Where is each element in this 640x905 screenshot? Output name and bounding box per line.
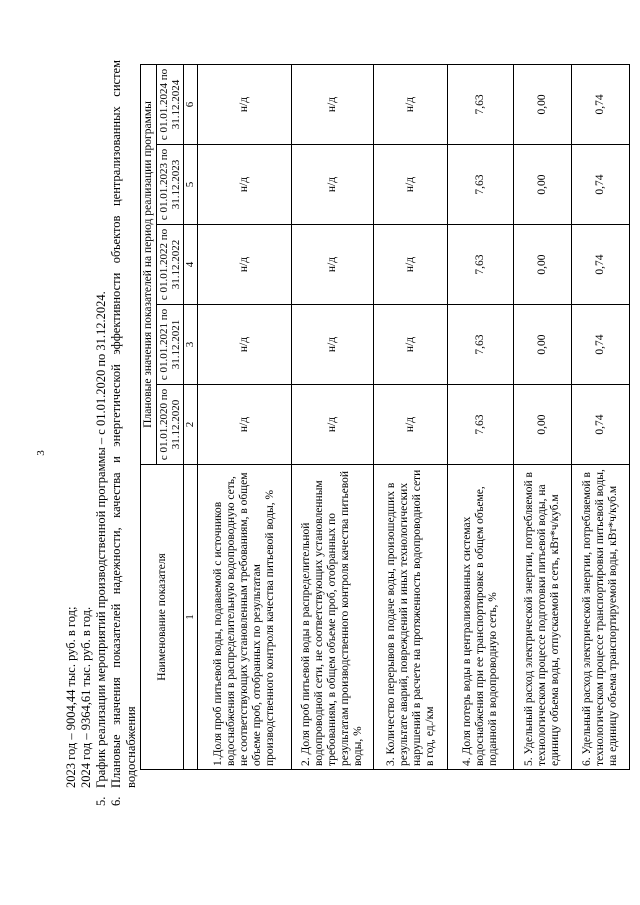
- column-number-row: [184, 64, 198, 769]
- indicator-value: н/д: [198, 145, 292, 225]
- indicator-value: н/д: [374, 64, 448, 144]
- item-5-number: 5.: [94, 796, 108, 806]
- table-row: [572, 64, 630, 769]
- indicator-name: 4. Доля потерь воды в централизованных системах водоснабжения при ее транспортировке в общем объеме, поданной в водопроводную сеть, %: [448, 465, 514, 770]
- line-2024: 2024 год – 9364,61 тыс. руб. в год.: [79, 606, 93, 788]
- indicator-value: 0,74: [572, 225, 630, 305]
- table-row: [448, 64, 514, 769]
- item-6-number: 6.: [109, 796, 123, 806]
- indicator-value: 7,63: [448, 305, 514, 385]
- indicator-value: н/д: [374, 145, 448, 225]
- col-number: 3: [184, 305, 198, 385]
- indicator-value: 0,74: [572, 305, 630, 385]
- indicator-value: н/д: [374, 385, 448, 465]
- col-number: 1: [184, 465, 198, 770]
- indicator-value: 7,63: [448, 64, 514, 144]
- col-number: 6: [184, 64, 198, 144]
- indicator-value: н/д: [374, 305, 448, 385]
- indicator-value: 0,74: [572, 64, 630, 144]
- indicator-value: 7,63: [448, 145, 514, 225]
- indicator-value: н/д: [198, 64, 292, 144]
- indicators-table: [140, 64, 630, 770]
- item-6-text: Плановые значения показателей надежности, качества и энергетической эффективности объектов централизованных систем водоснабжения: [109, 60, 138, 788]
- indicator-value: н/д: [198, 225, 292, 305]
- indicator-name: 5. Удельный расход электрической энергии, потребляемой в технологическом процессе подготовки питьевой воды, на единицу объема воды, отпускаемой в сеть, кВт*ч/куб.м: [514, 465, 572, 770]
- period-header-2023: с 01.01.2023 по 31.12.2023: [157, 145, 184, 225]
- planned-values-header: Плановые значения показателей на период реализации программы: [141, 64, 157, 464]
- period-header-2024: с 01.01.2024 по 31.12.2024: [157, 64, 184, 144]
- indicator-value: н/д: [374, 225, 448, 305]
- item-5: [94, 60, 109, 840]
- indicator-value: 7,63: [448, 385, 514, 465]
- line-2023: 2023 год – 9004,44 тыс. руб. в год;: [64, 606, 78, 788]
- table-row: [374, 64, 448, 769]
- indicator-value: н/д: [292, 305, 374, 385]
- table-row: [292, 64, 374, 769]
- indicator-value: 0,00: [514, 225, 572, 305]
- indicator-name: 3. Количество перерывов в подаче воды, произошедших в результате аварий, повреждений и иных технологических нарушений в расчете на протяженность водопроводной сети в год, ед./км: [374, 465, 448, 770]
- indicator-value: 0,00: [514, 64, 572, 144]
- header-text: [64, 60, 139, 840]
- indicator-name: 1.Доля проб питьевой воды, подаваемой с источников водоснабжения в распределительную водопроводную сеть, не соответствующих установленным требованиям, в общем объеме проб, отобранных по результатам производственного контроля качества питьевой воды, %: [198, 465, 292, 770]
- rotated-page-content: [64, 60, 619, 840]
- name-column-header: Наименование показателя: [141, 465, 184, 770]
- indicator-name: 2. Доля проб питьевой воды в распределительной водопроводной сети, не соответствующих установленным требованиям, в общем объеме проб, отобранных по результатам производственного контроля качества питьевой воды, %: [292, 465, 374, 770]
- item-6: [109, 60, 139, 840]
- indicator-name: 6. Удельный расход электрической энергии, потребляемой в технологическом процессе транспортировки питьевой воды, на единицу объема транспортируемой воды, кВт*ч/куб.м: [572, 465, 630, 770]
- indicator-value: 7,63: [448, 225, 514, 305]
- indicator-value: 0,74: [572, 145, 630, 225]
- table-row: [514, 64, 572, 769]
- indicator-value: 0,74: [572, 385, 630, 465]
- col-number: 2: [184, 385, 198, 465]
- indicator-value: н/д: [198, 385, 292, 465]
- indicator-value: н/д: [292, 64, 374, 144]
- period-header-2021: с 01.01.2021 по 31.12.2021: [157, 305, 184, 385]
- indicator-value: 0,00: [514, 385, 572, 465]
- indicator-value: н/д: [292, 145, 374, 225]
- period-header-2022: с 01.01.2022 по 31.12.2022: [157, 225, 184, 305]
- indicator-value: 0,00: [514, 305, 572, 385]
- col-number: 4: [184, 225, 198, 305]
- period-header-2020: с 01.01.2020 по 31.12.2020: [157, 385, 184, 465]
- table-row: [198, 64, 292, 769]
- indicator-value: н/д: [292, 225, 374, 305]
- indicator-value: н/д: [198, 305, 292, 385]
- indicator-value: н/д: [292, 385, 374, 465]
- col-number: 5: [184, 145, 198, 225]
- indicator-value: 0,00: [514, 145, 572, 225]
- item-5-text: График реализации мероприятий производственной программы – с 01.01.2020 по 31.12.2024.: [94, 291, 108, 788]
- page-number: 3: [35, 450, 47, 456]
